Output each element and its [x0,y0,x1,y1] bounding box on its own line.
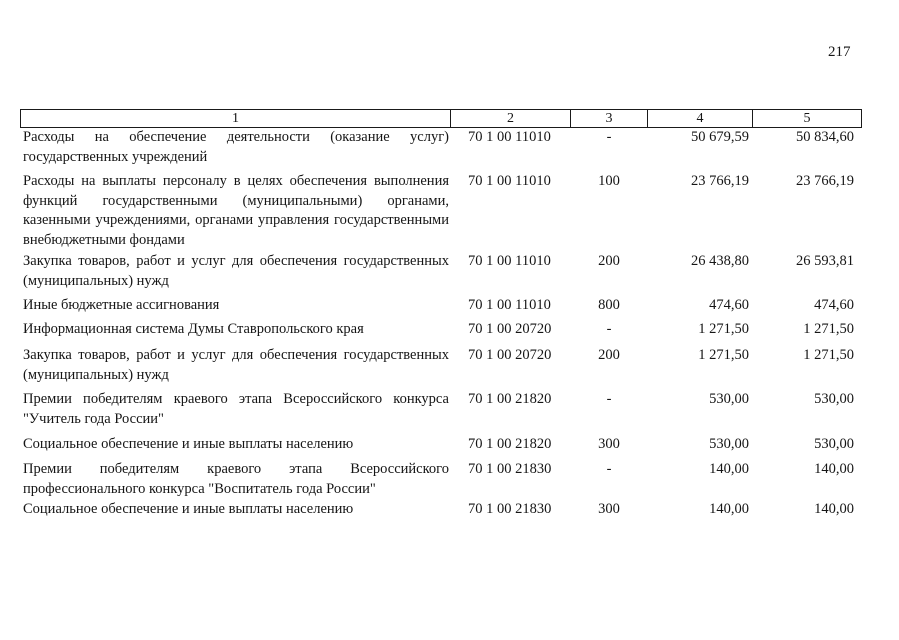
row-name: Закупка товаров, работ и услуг для обеспечения государственных (муниципальных) нужд [23,253,449,289]
row-name: Социальное обеспечение и иные выплаты населению [23,501,354,517]
row-sum-2: 474,60 [814,297,854,313]
row-sum-1: 474,60 [709,297,749,313]
row-sum-1: 50 679,59 [691,129,749,145]
row-code: 70 1 00 11010 [468,129,551,145]
row-name: Премии победителям краевого этапа Всероссийского профессионального конкурса "Воспитатель года России" [23,461,449,497]
row-sum-2: 1 271,50 [803,321,854,337]
row-sum-2: 530,00 [814,391,854,407]
row-sum-2: 26 593,81 [796,253,854,269]
page-number: 217 [828,44,851,60]
row-type: 800 [598,297,620,313]
row-sum-1: 23 766,19 [691,173,749,189]
table-header [20,109,862,128]
row-name: Иные бюджетные ассигнования [23,297,220,313]
row-code: 70 1 00 11010 [468,173,551,189]
row-name: Премии победителям краевого этапа Всероссийского конкурса "Учитель года России" [23,391,449,427]
row-name: Закупка товаров, работ и услуг для обеспечения государственных (муниципальных) нужд [23,347,449,383]
row-sum-2: 140,00 [814,461,854,477]
row-sum-2: 530,00 [814,436,854,452]
row-sum-1: 530,00 [709,391,749,407]
row-sum-1: 140,00 [709,501,749,517]
header-col-1: 1 [21,110,451,128]
row-code: 70 1 00 20720 [468,321,552,337]
row-sum-2: 50 834,60 [796,129,854,145]
header-col-4: 4 [648,110,753,128]
row-sum-1: 530,00 [709,436,749,452]
row-code: 70 1 00 21830 [468,501,552,517]
row-code: 70 1 00 11010 [468,253,551,269]
row-name: Информационная система Думы Ставропольского края [23,321,364,337]
row-sum-1: 1 271,50 [698,321,749,337]
row-type: 300 [598,436,620,452]
row-type: 100 [598,173,620,189]
row-type: - [606,129,612,145]
row-code: 70 1 00 21830 [468,461,552,477]
row-type: - [606,391,612,407]
row-sum-1: 140,00 [709,461,749,477]
header-col-2: 2 [451,110,571,128]
row-code: 70 1 00 21820 [468,391,552,407]
row-type: 200 [598,253,620,269]
row-sum-2: 1 271,50 [803,347,854,363]
row-sum-2: 140,00 [814,501,854,517]
header-col-5: 5 [753,110,862,128]
row-name: Расходы на обеспечение деятельности (оказание услуг) государственных учреждений [23,129,449,165]
row-sum-1: 1 271,50 [698,347,749,363]
row-code: 70 1 00 11010 [468,297,551,313]
row-type: 200 [598,347,620,363]
row-code: 70 1 00 20720 [468,347,552,363]
row-type: - [606,461,612,477]
row-name: Социальное обеспечение и иные выплаты населению [23,436,354,452]
row-type: - [606,321,612,337]
row-sum-2: 23 766,19 [796,173,854,189]
row-code: 70 1 00 21820 [468,436,552,452]
row-name: Расходы на выплаты персоналу в целях обеспечения выполнения функций государственными (муниципальными) органами, казенными учреждениями, органами управления государственными внебюджетными фондами [23,173,449,248]
row-sum-1: 26 438,80 [691,253,749,269]
row-type: 300 [598,501,620,517]
header-col-3: 3 [571,110,648,128]
